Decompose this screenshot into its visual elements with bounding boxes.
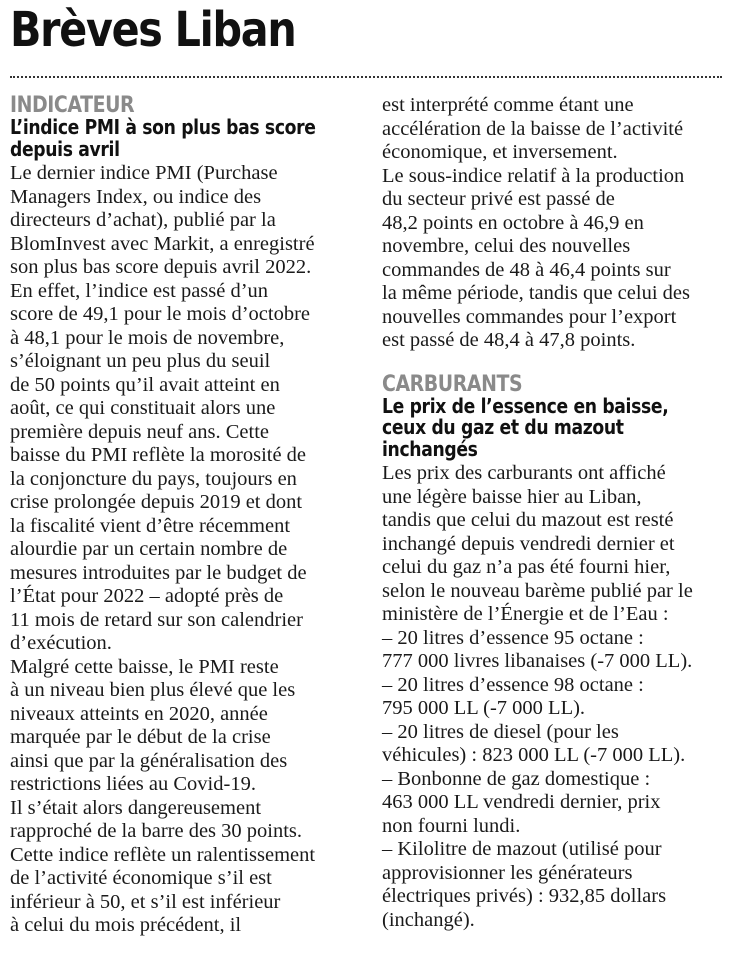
text-line: directeurs d’achat), publié par la	[10, 209, 276, 231]
text-line: Cette indice reflète un ralentissement	[10, 843, 316, 866]
text-line: En effet, l’indice est passé d’un	[10, 279, 269, 302]
text-line: selon le nouveau barème publié par le	[382, 579, 693, 602]
article-headline	[382, 393, 721, 461]
text-line: alourdie par un certain nombre de	[10, 538, 288, 560]
text-line: crise prolongée depuis 2019 et dont	[10, 491, 303, 513]
text-line: Les prix des carburants ont affiché	[382, 462, 666, 484]
text-line: marquée par le début de la crise	[10, 726, 271, 748]
column-right	[382, 94, 722, 932]
price-item	[382, 721, 722, 768]
text-line: baisse du PMI reflète la morosité de	[10, 444, 307, 466]
headline-line: inchangés	[382, 436, 478, 461]
text-line: première depuis neuf ans. Cette	[10, 420, 270, 443]
price-item	[382, 627, 722, 674]
text-line: la conjoncture du pays, toujours en	[10, 467, 297, 490]
price-item	[382, 674, 722, 721]
text-line: électriques privés) : 932,85 dollars	[382, 885, 667, 907]
text-line: 777 000 livres libanaises (-7 000 LL).	[382, 650, 693, 672]
text-line: à celui du mois précédent, il	[10, 914, 242, 936]
text-line: véhicules) : 823 000 LL (-7 000 LL).	[382, 744, 686, 766]
price-item	[382, 768, 722, 839]
text-line: de 50 points qu’il avait atteint en	[10, 373, 280, 396]
text-line: la fiscalité vient d’être récemment	[10, 514, 291, 537]
text-line: Malgré cette baisse, le PMI reste	[10, 655, 279, 678]
text-line: inférieur à 50, et s’il est inférieur	[10, 890, 281, 913]
text-line: commandes de 48 à 46,4 points sur	[382, 258, 671, 281]
article-paragraph	[10, 162, 372, 280]
article-kicker: CARBURANTS	[382, 371, 523, 397]
text-line: ainsi que par la généralisation des	[10, 749, 288, 772]
article-paragraph	[382, 462, 722, 627]
text-line: à 48,1 pour le mois de novembre,	[10, 326, 285, 349]
text-line: accélération de la baisse de l’activité	[382, 117, 684, 140]
text-line: – Kilolitre de mazout (utilisé pour	[382, 838, 662, 860]
headline-line: Le prix de l’essence en baisse,	[382, 393, 669, 418]
text-line: à un niveau bien plus élevé que les	[10, 679, 296, 701]
text-line: 795 000 LL (-7 000 LL).	[382, 697, 586, 719]
text-line: Le dernier indice PMI (Purchase	[10, 162, 278, 184]
text-line: son plus bas score depuis avril 2022.	[10, 256, 312, 278]
text-line: restrictions liées au Covid-19.	[10, 773, 256, 795]
text-line: la même période, tandis que celui des	[382, 282, 690, 304]
text-line: une légère baisse hier au Liban,	[382, 485, 642, 508]
text-line: 11 mois de retard sur son calendrier	[10, 608, 303, 631]
text-line: non fourni lundi.	[382, 814, 521, 837]
article-paragraph	[10, 797, 372, 844]
text-line: approvisionner les générateurs	[382, 861, 633, 884]
page-title: Brèves Liban	[10, 2, 296, 58]
article-paragraph	[10, 844, 372, 938]
text-line: économique, et inversement.	[382, 141, 618, 163]
text-line: novembre, celui des nouvelles	[382, 235, 631, 257]
text-line: score de 49,1 pour le mois d’octobre	[10, 303, 311, 325]
text-line: – 20 litres de diesel (pour les	[382, 720, 619, 743]
article-headline	[10, 117, 371, 160]
text-line: Il s’était alors dangereusement	[10, 796, 262, 819]
text-line: Managers Index, ou indice des	[10, 185, 262, 208]
text-line: nouvelles commandes pour l’export	[382, 305, 677, 328]
text-line: du secteur privé est passé de	[382, 188, 615, 210]
text-line: 463 000 LL vendredi dernier, prix	[382, 791, 661, 813]
text-line: de l’activité économique s’il est	[10, 867, 272, 889]
text-line: niveaux atteints en 2020, année	[10, 702, 268, 725]
article-paragraph	[10, 656, 372, 797]
article-paragraph	[382, 165, 722, 353]
text-line: BlomInvest avec Markit, a enregistré	[10, 232, 315, 255]
article-kicker: INDICATEUR	[10, 93, 135, 118]
price-item	[382, 838, 722, 932]
headline-line: L’indice PMI à son plus bas score	[10, 115, 316, 139]
column-left	[10, 94, 372, 938]
text-line: (inchangé).	[382, 908, 475, 931]
article-paragraph	[10, 280, 372, 656]
text-line: Le sous-indice relatif à la production	[382, 164, 685, 187]
article-paragraph-continued	[382, 94, 722, 165]
text-line: – 20 litres d’essence 98 octane :	[382, 673, 644, 696]
text-line: – 20 litres d’essence 95 octane :	[382, 626, 644, 649]
text-line: 48,2 points en octobre à 46,9 en	[382, 211, 644, 234]
text-line: mesures introduites par le budget de	[10, 561, 307, 584]
text-line: est passé de 48,4 à 47,8 points.	[382, 329, 636, 351]
dotted-divider	[10, 76, 722, 78]
text-line: rapproché de la barre des 30 points.	[10, 820, 303, 842]
article-spacer	[382, 353, 722, 373]
text-line: celui du gaz n’a pas été fourni hier,	[382, 556, 671, 578]
text-line: août, ce qui constituait alors une	[10, 397, 276, 419]
text-line: l’État pour 2022 – adopté près de	[10, 585, 284, 607]
text-line: – Bonbonne de gaz domestique :	[382, 767, 651, 790]
headline-line: ceux du gaz et du mazout	[382, 415, 624, 439]
text-line: s’éloignant un peu plus du seuil	[10, 350, 271, 372]
text-line: d’exécution.	[10, 632, 112, 654]
text-line: tandis que celui du mazout est resté	[382, 509, 674, 531]
text-line: ministère de l’Énergie et de l’Eau :	[382, 603, 669, 625]
headline-line: depuis avril	[10, 136, 120, 161]
text-line: inchangé depuis vendredi dernier et	[382, 532, 675, 555]
text-line: est interprété comme étant une	[382, 94, 634, 116]
